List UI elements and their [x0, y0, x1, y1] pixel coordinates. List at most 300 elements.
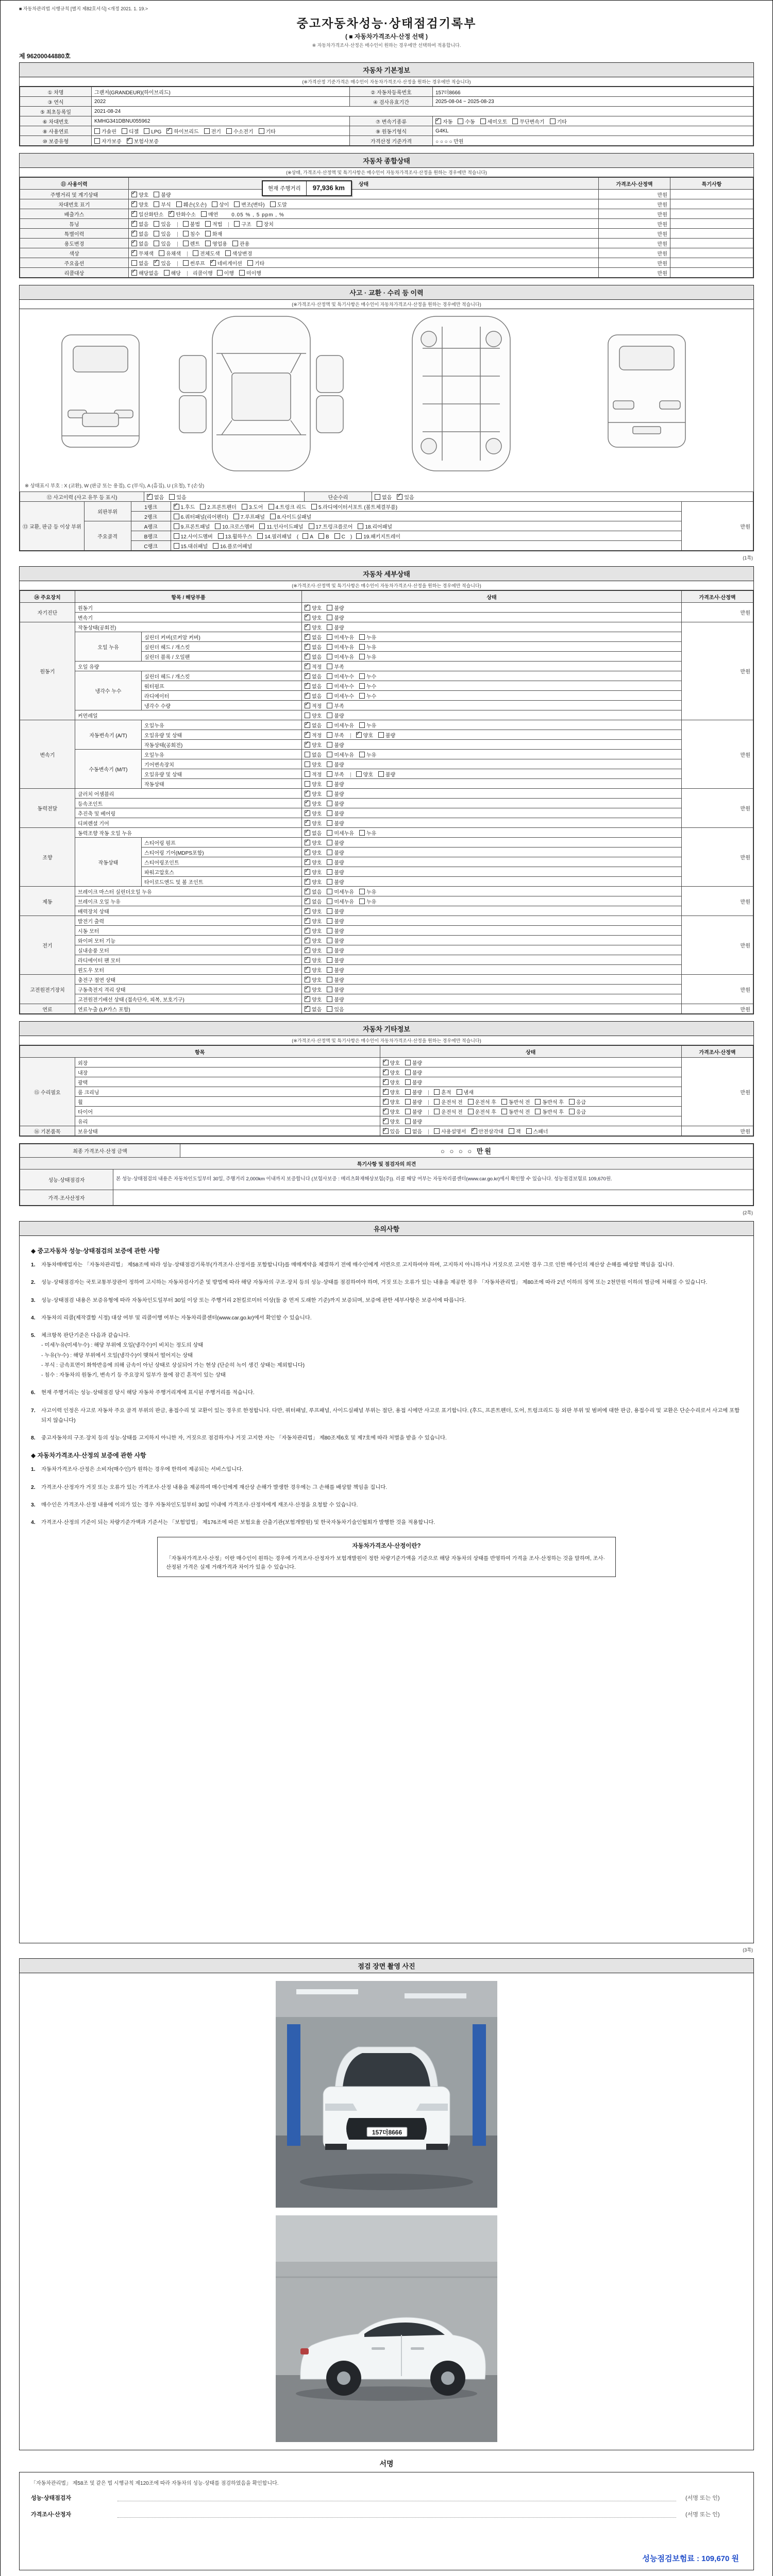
- notices-header: 유의사항: [20, 1222, 753, 1236]
- option-divider: [350, 733, 351, 738]
- appraiser-sign-hint: (서명 또는 인): [685, 2512, 720, 2518]
- table-row: [20, 896, 753, 906]
- item-name: 오일유량 및 상태: [142, 769, 302, 779]
- col-price: 가격조사·산정액: [599, 178, 670, 190]
- checkbox: [305, 781, 310, 787]
- table-row: [20, 818, 753, 828]
- checkbox: [183, 260, 189, 266]
- checkbox-option: 불량: [327, 800, 344, 807]
- checkbox: [458, 118, 463, 124]
- price-cell: 만원: [599, 239, 670, 248]
- item-name: 윈도우 모터: [75, 965, 302, 975]
- checkbox: [305, 742, 310, 748]
- checkbox: [205, 231, 211, 236]
- checkbox: [131, 211, 137, 217]
- checkbox: [359, 693, 365, 699]
- price-cell: 만원: [599, 199, 670, 209]
- status-options: [302, 906, 682, 916]
- checkbox: [210, 260, 216, 266]
- checkbox: [327, 947, 332, 953]
- panel-parts: [171, 541, 681, 551]
- basic-info-table: [20, 87, 753, 146]
- notice-item: [31, 1500, 742, 1510]
- checkbox: [305, 947, 310, 953]
- checkbox-option: ✓ 양호: [305, 858, 322, 866]
- checkbox: [383, 1079, 389, 1085]
- device-name: 동력전달: [20, 789, 75, 828]
- item-name: 워터펌프: [142, 681, 302, 691]
- checkbox-option: 부식: [154, 200, 171, 208]
- fuel-label: ⑧ 사용연료: [20, 126, 92, 136]
- checkbox-option: 누유: [359, 751, 376, 758]
- notice-number: 5.: [31, 1333, 36, 1338]
- inspection-photo-front: [276, 1981, 497, 2208]
- checkbox: [468, 1109, 474, 1114]
- checkbox-option: 미세누수: [327, 682, 354, 690]
- checkbox-option: 운전석 후: [468, 1098, 496, 1106]
- checkbox-option: 미세누수: [327, 692, 354, 700]
- checkbox: [472, 1128, 477, 1134]
- option-divider: [177, 222, 178, 227]
- checkbox-option: 19.패키지트레이: [356, 532, 400, 540]
- checkbox: [305, 810, 310, 816]
- checkbox: [131, 250, 137, 256]
- checkbox: [183, 231, 189, 236]
- device-subgroup: 냉각수 누수: [75, 671, 142, 710]
- checkbox-option: 불량: [327, 966, 344, 974]
- device-subgroup: 작동상태: [75, 838, 142, 887]
- checkbox: [305, 967, 310, 973]
- status-options: [129, 248, 599, 258]
- item-name: 외장: [75, 1058, 380, 1067]
- table-row: [20, 199, 753, 209]
- checkbox: [501, 1099, 507, 1105]
- checkbox: [257, 221, 262, 227]
- checkbox: [305, 850, 310, 855]
- item-name: 냉각수 수량: [142, 701, 302, 710]
- appraisal-definition-box: [157, 1537, 616, 1577]
- panel-category: 외판부위: [84, 502, 131, 521]
- checkbox: [305, 820, 310, 826]
- inspector-sign-line: [117, 2494, 676, 2501]
- notice-item: [31, 1296, 742, 1306]
- inspection-photo-side: [276, 2215, 497, 2442]
- checkbox-option: 동반석 후: [535, 1098, 563, 1106]
- checkbox-option: ✓ 양호: [305, 790, 322, 798]
- checkbox: [468, 1099, 474, 1105]
- table-row: [20, 750, 753, 759]
- checkbox-option: ✓ 탄화수소: [169, 210, 196, 218]
- table-header-row: [20, 1158, 753, 1170]
- notices-subheader-performance: ◆ 중고자동차 성능·상태점검의 보증에 관한 사항: [31, 1247, 160, 1255]
- checkbox-option: 불량: [327, 711, 344, 719]
- price-cell: 만원: [599, 229, 670, 239]
- checkbox-option: 불량: [405, 1088, 422, 1096]
- checkbox: [174, 514, 179, 519]
- item-name: 원동기: [75, 603, 302, 613]
- checkbox-option: ✓ 양호: [305, 800, 322, 807]
- checkbox-option: 누수: [359, 692, 376, 700]
- checkbox-option: ✓ 양호: [305, 868, 322, 876]
- final-price-label: 최종 가격조사·산정 금액: [20, 1144, 180, 1158]
- notices-list-appraisal: [31, 1465, 742, 1528]
- checkbox-option: 영업용: [205, 240, 227, 247]
- checkbox: [358, 523, 363, 529]
- car-top-view-diagram: [179, 316, 343, 471]
- document-subtitle: ( ■ 자동차가격조사·산정 선택 ): [345, 33, 428, 40]
- checkbox-option: 불법: [183, 220, 200, 228]
- checkbox: [247, 260, 253, 266]
- status-options: [302, 994, 682, 1004]
- signature-section-title: 서명: [379, 2460, 394, 2468]
- checkbox: [201, 211, 207, 217]
- checkbox-option: 불량: [327, 917, 344, 925]
- accident-history-options: [144, 492, 305, 502]
- status-options: [129, 199, 599, 209]
- checkbox: [242, 504, 247, 510]
- checkbox-option: 있음: [154, 220, 171, 228]
- transmission-label: ⑦ 변속기종류: [350, 116, 433, 126]
- checkbox: [327, 722, 332, 728]
- status-options: [302, 945, 682, 955]
- checkbox: [127, 138, 132, 144]
- item-name: 타이로드엔드 및 볼 조인트: [142, 877, 302, 887]
- checkbox: [359, 673, 365, 679]
- warranty-type-label: ⑩ 보증유형: [20, 136, 92, 146]
- checkbox: [154, 201, 159, 207]
- section-detailed-status: [19, 566, 754, 1014]
- checkbox: [359, 654, 365, 659]
- item-name: 오일누유: [142, 750, 302, 759]
- signature-confirm-text: 「자동차관리법」 제58조 및 같은 법 시행규칙 제120조에 따라 자동차의 성능·상태를 점검하였음을 확인합니다.: [31, 2481, 279, 2486]
- item-name: 작동상태(공회전): [75, 622, 302, 632]
- checkbox: [327, 624, 332, 630]
- status-options: [380, 1107, 681, 1116]
- table-row: [20, 808, 753, 818]
- checkbox-option: ✓ 양호: [305, 809, 322, 817]
- notice-item: [31, 1331, 742, 1380]
- table-row: [20, 799, 753, 808]
- price-cell: 만원: [682, 916, 753, 975]
- checkbox: [131, 192, 137, 197]
- checkbox: [311, 504, 317, 510]
- checkbox-option: 미세누수: [327, 672, 354, 680]
- checkbox-option: 5.라디에이터서포트 (볼트체결부품): [311, 503, 397, 511]
- item-name: 브레이크 오일 누유: [75, 896, 302, 906]
- checkbox: [383, 1128, 389, 1134]
- checkbox-option: 10.크로스멤버: [215, 522, 254, 530]
- item-name: 작동상태(공회전): [142, 740, 302, 750]
- checkbox-option: 스패너: [526, 1127, 548, 1135]
- checkbox: [327, 918, 332, 924]
- device-name: 고전원전기장치: [20, 975, 75, 1004]
- checkbox: [327, 693, 332, 699]
- status-options: [129, 239, 599, 248]
- checkbox-option: 잭: [509, 1127, 521, 1135]
- status-options: [302, 936, 682, 945]
- checkbox-option: ✓ 없음: [305, 721, 322, 729]
- table-row: [20, 985, 753, 994]
- notice-text: 중고자동차의 구조·장치 등의 성능·상태를 고지하지 아니한 자, 거짓으로 점검하거나 거짓 고지한 자는 「자동차관리법」 제80조제6호 및 제7호에 따라 처벌을 받을 수 있습니다.: [41, 1435, 447, 1441]
- item-name: 유리: [75, 1116, 380, 1126]
- checkbox: [154, 241, 159, 246]
- section-accident-header: 사고 · 교환 · 수리 등 이력: [20, 285, 753, 300]
- checkbox-option: ✓ 없음: [305, 1005, 322, 1013]
- checkbox-option: 부족: [327, 731, 344, 739]
- checkbox: [569, 1109, 575, 1114]
- notice-text: 성능·상태점검 내용은 보증유형에 따라 자동차인도일부터 30일 이상 또는 주행거리 2천킬로미터 이상(둘 중 먼저 도래한 기준)까지 보증되며, 보증에 관한 세부사항은 보증서에 따릅니다.: [41, 1297, 466, 1303]
- remarks-cell: [670, 239, 753, 248]
- price-cell: 만원: [682, 975, 753, 1004]
- section-overall-status: [19, 153, 754, 278]
- transmission-options: [433, 116, 753, 126]
- remarks-cell: [670, 229, 753, 239]
- status-options: [302, 681, 682, 691]
- checkbox: [305, 879, 310, 885]
- checkbox-option: 불량: [327, 956, 344, 964]
- status-options: [302, 848, 682, 857]
- item-name: 등속조인트: [75, 799, 302, 808]
- notice-number: 4.: [31, 1315, 36, 1321]
- checkbox: [94, 138, 100, 144]
- item-name: 파워고압호스: [142, 867, 302, 877]
- device-name: ⑮ 수리필요: [20, 1058, 75, 1126]
- checkbox-option: 불량: [327, 976, 344, 984]
- remarks-cell: [670, 199, 753, 209]
- checkbox: [509, 1128, 514, 1134]
- table-row: [20, 258, 753, 268]
- checkbox: [501, 1109, 507, 1114]
- table-row: [20, 622, 753, 632]
- checkbox-option: 불량: [405, 1117, 422, 1125]
- price-cell: 만원: [682, 622, 753, 720]
- section-basic-note: (※가격산정 기준가격은 매수인이 자동차가격조사·산정을 원하는 경우에만 적습니다): [20, 77, 753, 87]
- status-options: [302, 828, 682, 838]
- section-overall-note: (※상태, 가격조사·산정액 및 특기사항은 매수인이 자동차가격조사·산정을 원하는 경우에만 적습니다): [20, 168, 753, 177]
- checkbox-option: 불량: [327, 741, 344, 749]
- status-options: [302, 916, 682, 926]
- checkbox-option: 불량: [327, 946, 344, 954]
- col-usage-history: ⑪ 사용이력: [20, 178, 129, 190]
- status-options: [302, 985, 682, 994]
- inspector-opinion-text: 본 성능·상태점검의 내용은 자동차인도일부터 30일, 주행거리 2,000km 이내까지 보증합니다 (보험사보증 : 메리츠화재해상보험(주)). 리콜 해당 여부는 자동차리콜센터(www.car.go.kr)에서 확인할 수 있습니다. 성능점검보험료 109,670원.: [113, 1170, 753, 1190]
- document-title: 중고자동차성능·상태점검기록부: [296, 16, 477, 30]
- checkbox-option: 없음: [375, 493, 392, 501]
- checkbox: [239, 270, 245, 276]
- table-row: [20, 126, 753, 136]
- checkbox-option: 미세누유: [327, 888, 354, 895]
- checkbox: [305, 722, 310, 728]
- device-name: 제동: [20, 887, 75, 916]
- table-row: [20, 887, 753, 896]
- checkbox: [305, 791, 310, 796]
- checkbox-option: ✓ 양호: [305, 907, 322, 915]
- status-options: [129, 229, 599, 239]
- table-row: [20, 1126, 753, 1136]
- checkbox-option: ✓ 일산화탄소: [131, 210, 163, 218]
- section-accident-history: [19, 285, 754, 551]
- checkbox-option: ✓ 양호: [305, 976, 322, 984]
- checkbox-option: ✓ 없음: [305, 682, 322, 690]
- checkbox-option: 14.필러패널: [257, 532, 292, 540]
- notice-number: 4.: [31, 1520, 36, 1526]
- checkbox: [193, 250, 198, 256]
- remarks-cell: [670, 268, 753, 278]
- checkbox-option: 누수: [359, 672, 376, 680]
- notice-item: [31, 1278, 742, 1287]
- checkbox: [144, 128, 149, 134]
- usage-history-item: 주요옵션: [20, 258, 129, 268]
- checkbox-option: ✓ 양호: [383, 1059, 400, 1066]
- checkbox: [305, 693, 310, 699]
- checkbox-option: ✓ 양호: [305, 986, 322, 993]
- checkbox: [327, 654, 332, 659]
- checkbox: [327, 801, 332, 806]
- usage-history-item: 주행거리 및 계기상태: [20, 190, 129, 199]
- checkbox: [397, 494, 402, 500]
- checkbox-option: 불량: [405, 1098, 422, 1106]
- page-mark: (2쪽): [743, 1210, 753, 1215]
- status-options: [302, 750, 682, 759]
- accident-history-table: [20, 492, 753, 502]
- item-name: 구동축전지 격리 상태: [75, 985, 302, 994]
- option-divider: [177, 261, 178, 266]
- checkbox-option: 불량: [327, 819, 344, 827]
- checkbox-option: 미세누유: [327, 751, 354, 758]
- checkbox-option: ✓ 양호: [305, 849, 322, 856]
- table-row: [20, 1077, 753, 1087]
- inspector-sign-hint: (서명 또는 인): [685, 2495, 720, 2501]
- checkbox: [327, 928, 332, 934]
- checkbox: [535, 1109, 541, 1114]
- checkbox: [232, 241, 238, 246]
- table-row: [20, 955, 753, 965]
- table-row: [20, 671, 753, 681]
- checkbox: [305, 771, 310, 777]
- item-name: 스티어링 기어(MDPS포함): [142, 848, 302, 857]
- table-header-row: [20, 591, 753, 603]
- photos-header: 점검 장면 촬영 사진: [20, 1959, 753, 1973]
- option-group-label: ): [350, 534, 352, 540]
- status-options: [302, 1004, 682, 1014]
- status-options: [302, 662, 682, 671]
- inspector-opinion-table: [20, 1157, 753, 1206]
- col-price: 가격조사·산정액: [682, 1046, 753, 1058]
- device-name: 조향: [20, 828, 75, 887]
- checkbox-option: ✓ 해당없음: [131, 269, 159, 277]
- item-name: 커먼레일: [75, 710, 302, 720]
- checkbox: [327, 957, 332, 963]
- status-options: [380, 1126, 681, 1136]
- checkbox: [215, 523, 221, 529]
- checkbox-option: A: [303, 533, 313, 540]
- price-cell: 만원: [682, 828, 753, 887]
- checkbox-option: ✓ 양호: [383, 1069, 400, 1076]
- checkbox: [174, 504, 179, 510]
- checkbox-option: ✓ 자동: [435, 117, 452, 125]
- engine-type-label: ⑨ 원동기형식: [350, 126, 433, 136]
- item-name: 실린더 헤드 / 개스킷: [142, 671, 302, 681]
- item-name: 고전원전기배선 상태 (접속단자, 피복, 보호기구): [75, 994, 302, 1004]
- checkbox: [327, 908, 332, 914]
- table-row: [20, 219, 753, 229]
- checkbox-option: 해당: [164, 269, 181, 277]
- item-name: 실린더 헤드 / 개스킷: [142, 642, 302, 652]
- section-accident-note: (※가격조사·산정액 및 특기사항은 매수인이 자동차가격조사·산정을 원하는 경우에만 적습니다): [20, 300, 753, 309]
- checkbox-option: 있음: [154, 240, 171, 247]
- checkbox-option: ✓ 양호: [305, 878, 322, 886]
- checkbox-option: 적정: [305, 770, 322, 778]
- checkbox: [359, 889, 365, 894]
- status-options: [302, 867, 682, 877]
- checkbox: [174, 543, 179, 549]
- checkbox-option: 디젤: [122, 127, 139, 135]
- table-row: [20, 97, 753, 107]
- title-block: [19, 14, 754, 48]
- notice-text: 매수인은 가격조사·산정 내용에 이의가 있는 경우 자동차인도일부터 30일 이내에 가격조사·산정자에게 재조사·산정을 요청할 수 있습니다.: [41, 1502, 358, 1508]
- checkbox: [359, 634, 365, 640]
- checkbox-option: ✓ 양호: [305, 917, 322, 925]
- first-registration-label: ⑤ 최초등록일: [20, 107, 92, 116]
- checkbox: [226, 128, 232, 134]
- checkbox: [270, 201, 276, 207]
- checkbox-option: C: [334, 533, 345, 540]
- checkbox: [327, 713, 332, 718]
- page-mark: (1쪽): [743, 555, 753, 561]
- table-row: [20, 1004, 753, 1014]
- notice-text: 체크항목 판단기준은 다음과 같습니다. - 미세누유(미세누수) : 해당 부위에 오일(냉각수)이 비치는 정도의 상태 - 누유(누수) : 해당 부위에서 오일(냉각수)이 맺혀서 떨어지는 상태 - 부식 : 금속표면이 화학반응에 의해 금속이 아닌 상태로 상실되어 가는 현상 (단순히 녹이 생긴 상태는 제외합니다) - 침수 : 자동차의 원동기, 변속기 등 주요장치 일부가 물에 잠긴 흔적이 있는 상태: [41, 1333, 305, 1378]
- item-name: 실린더 블록 / 오일팬: [142, 652, 302, 662]
- table-row: [20, 190, 753, 199]
- checkbox: [305, 624, 310, 630]
- checkbox: [435, 118, 441, 124]
- price-cell: 만원: [682, 1004, 753, 1014]
- checkbox: [131, 241, 137, 246]
- checkbox-option: ✓ 양호: [383, 1078, 400, 1086]
- item-name: 발전기 출력: [75, 916, 302, 926]
- remarks-cell: [670, 258, 753, 268]
- checkbox-option: ✓ 양호: [305, 927, 322, 935]
- section-etc-note: (※가격조사·산정액 및 특기사항은 매수인이 자동차가격조사·산정을 원하는 경우에만 적습니다): [20, 1036, 753, 1045]
- item-name: 스티어링 펌프: [142, 838, 302, 848]
- checkbox-option: 15.대쉬패널: [174, 542, 208, 550]
- section-detail-note: (※가격조사·산정액 및 특기사항은 매수인이 자동차가격조사·산정을 원하는 경우에만 적습니다): [20, 581, 753, 590]
- checkbox: [200, 504, 206, 510]
- signature-row-inspector: [31, 2494, 742, 2502]
- checkbox: [434, 1099, 440, 1105]
- checkbox: [327, 830, 332, 836]
- option-divider: [350, 772, 351, 777]
- checkbox: [383, 1118, 389, 1124]
- table-row: [20, 107, 753, 116]
- checkbox-option: ✓ 있음: [154, 259, 171, 267]
- table-header-row: [20, 178, 753, 190]
- status-options: [302, 838, 682, 848]
- notice-item: [31, 1406, 742, 1426]
- notice-number: 1.: [31, 1467, 36, 1473]
- checkbox: [305, 987, 310, 992]
- checkbox-option: 미이행: [239, 269, 261, 277]
- checkbox: [205, 221, 211, 227]
- usage-history-item: 색상: [20, 248, 129, 258]
- checkbox-option: 미세누유: [327, 721, 354, 729]
- status-options: [380, 1077, 681, 1087]
- notice-text: 가격조사·산정의 기준이 되는 차량기준가액과 기준서는 「보험업법」 제176조에 따른 보험요율 산출기관(보험개발원) 및 한국자동차기술인협회가 발행한 것을 적용합니다.: [41, 1520, 435, 1526]
- checkbox: [183, 241, 189, 246]
- price-cell: 만원: [682, 887, 753, 916]
- checkbox-option: ✓ 적정: [305, 731, 322, 739]
- checkbox-option: ✓ 양호: [305, 966, 322, 974]
